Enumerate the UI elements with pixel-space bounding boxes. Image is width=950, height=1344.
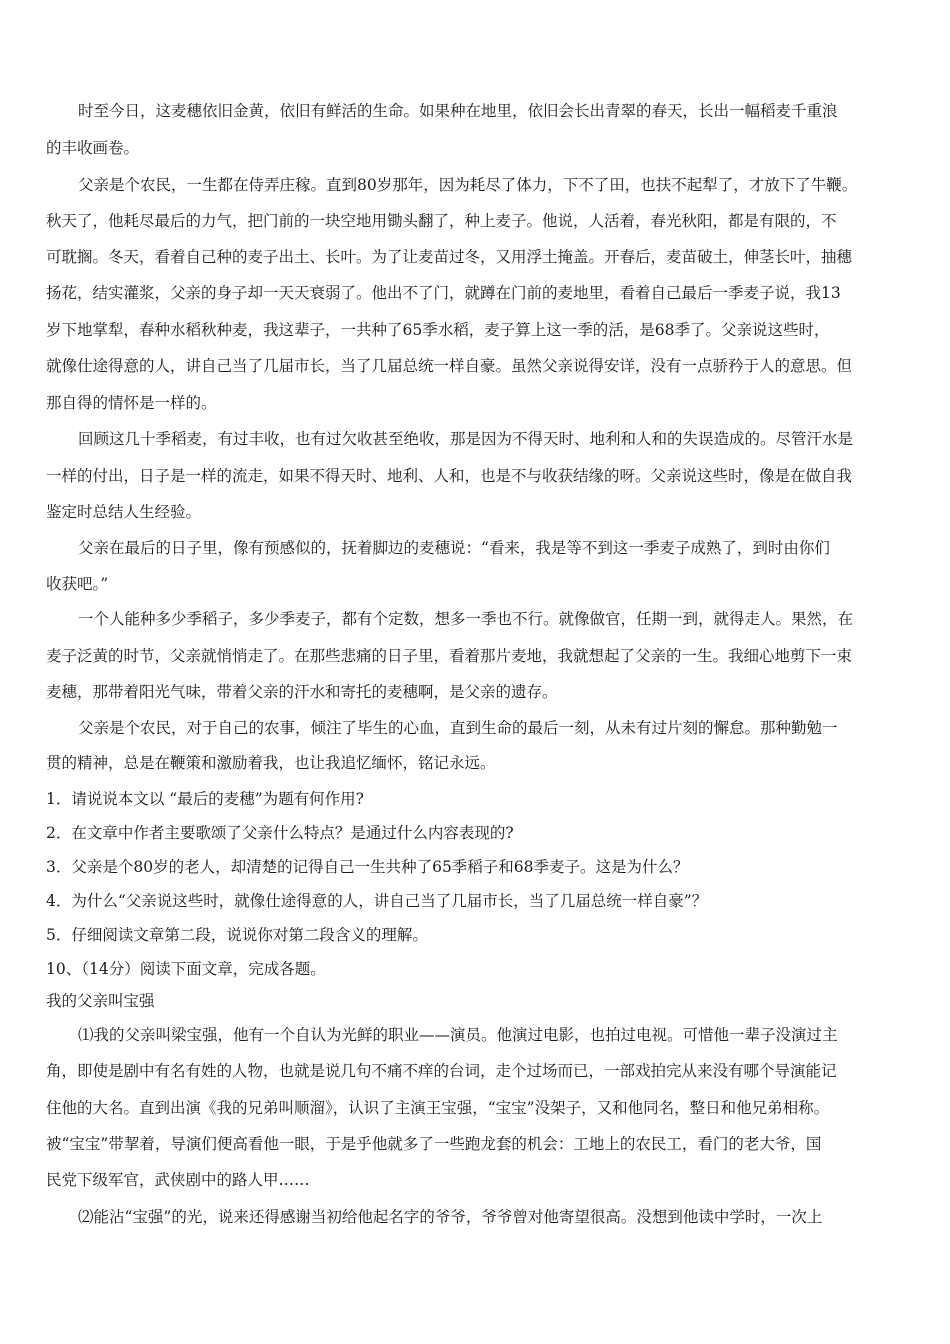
- text-line: 回顾这几十季稻麦，有过丰收，也有过欠收甚至绝收，那是因为不得天时、地利和人和的失误造成的。尽管汗水是: [78, 430, 854, 448]
- text-line: ⑵能沾“宝强”的光，说来还得感谢当初给他起名字的爷爷，爷爷曾对他寄望很高。没想到他读中学时，一次上: [78, 1208, 823, 1226]
- question-4: 4．为什么“父亲说这些时，就像仕途得意的人，讲自己当了几届市长，当了几届总统一样自豪”？: [46, 892, 708, 910]
- text-line: 父亲在最后的日子里，像有预感似的，抚着脚边的麦穗说：“看来，我是等不到这一季麦子成熟了，到时由你们: [78, 539, 830, 557]
- text-line: 麦子泛黄的时节，父亲就悄悄走了。在那些悲痛的日子里，看着那片麦地，我就想起了父亲的一生。我细心地剪下一束: [46, 647, 853, 665]
- text-line: 的丰收画卷。: [46, 139, 140, 157]
- question-2: 2．在文章中作者主要歌颂了父亲什么特点？是通过什么内容表现的?: [46, 824, 514, 842]
- text-line: 一样的付出，日子是一样的流走，如果不得天时、地利、人和，也是不与收获结缘的呀。父亲说这些时，像是在做自我: [46, 467, 853, 485]
- question-1: 1．请说说本文以 “最后的麦穗”为题有何作用?: [46, 790, 364, 808]
- text-line: 被“宝宝”带挈着，导演们便高看他一眼，于是乎他就多了一些跑龙套的机会：工地上的农民工，看门的老大爷，国: [46, 1135, 822, 1153]
- text-line: 民党下级军官，武侠剧中的路人甲……: [46, 1171, 310, 1189]
- question-5: 5．仔细阅读文章第二段，说说你对第二段含义的理解。: [46, 926, 428, 944]
- text-line: 收获吧。”: [46, 575, 109, 593]
- article-title: 我的父亲叫宝强: [46, 992, 155, 1010]
- text-line: 就像仕途得意的人，讲自己当了几届市长，当了几届总统一样自豪。虽然父亲说得安详，没有一点骄矜于人的意思。但: [46, 357, 853, 375]
- text-line: ⑴我的父亲叫梁宝强，他有一个自认为光鲜的职业——演员。他演过电影，也拍过电视。可惜他一辈子没演过主: [78, 1026, 838, 1044]
- text-line: 角，即使是剧中有名有姓的人物，也就是说几句不痛不痒的台词，走个过场而已，一部戏拍完从来没有哪个导演能记: [46, 1062, 837, 1080]
- text-line: 一个人能种多少季稻子，多少季麦子，都有个定数，想多一季也不行。就像做官，任期一到，就得走人。果然，在: [78, 610, 854, 628]
- text-line: 鉴定时总结人生经验。: [46, 503, 202, 521]
- text-line: 麦穗，那带着阳光气味，带着父亲的汗水和寄托的麦穗啊，是父亲的遗存。: [46, 683, 558, 701]
- question-3: 3．父亲是个80岁的老人，却清楚的记得自己一生共种了65季稻子和68季麦子。这是为什么？: [46, 858, 689, 876]
- text-line: 秋天了，他耗尽最后的力气，把门前的一块空地用锄头翻了，种上麦子。他说，人活着，春光秋阳，都是有限的，不: [46, 212, 837, 230]
- text-line: 父亲是个农民，对于自己的农事，倾注了毕生的心血，直到生命的最后一刻，从未有过片刻的懈怠。那种勤勉一: [78, 719, 838, 737]
- text-line: 时至今日，这麦穗依旧金黄，依旧有鲜活的生命。如果种在地里，依旧会长出青翠的春天，长出一幅稻麦千重浪: [78, 102, 838, 120]
- section-heading: 10、（14分）阅读下面文章，完成各题。: [46, 960, 326, 978]
- text-line: 住他的大名。直到出演《我的兄弟叫顺溜》，认识了主演王宝强，“宝宝”没架子，又和他同名，整日和他兄弟相称。: [46, 1099, 830, 1117]
- text-line: 父亲是个农民，一生都在侍弄庄稼。直到80岁那年，因为耗尽了体力，下不了田，也扶不起犁了，才放下了牛鞭。: [78, 176, 858, 194]
- text-line: 那自得的情怀是一样的。: [46, 394, 217, 412]
- text-line: 扬花，结实灌浆，父亲的身子却一天天衰弱了。他出不了门，就蹲在门前的麦地里，看着自己最后一季麦子说，我13: [46, 284, 841, 302]
- text-line: 可耽搁。冬天，看着自己种的麦子出土、长叶。为了让麦苗过冬，又用浮土掩盖。开春后，麦苗破土，伸茎长叶，抽穗: [46, 248, 853, 266]
- text-line: 贯的精神，总是在鞭策和激励着我，也让我追忆缅怀，铭记永远。: [46, 754, 496, 772]
- text-line: 岁下地掌犁，春种水稻秋种麦，我这辈子，一共种了65季水稻，麦子算上这一季的活，是68季了。父亲说这些时，: [46, 321, 830, 339]
